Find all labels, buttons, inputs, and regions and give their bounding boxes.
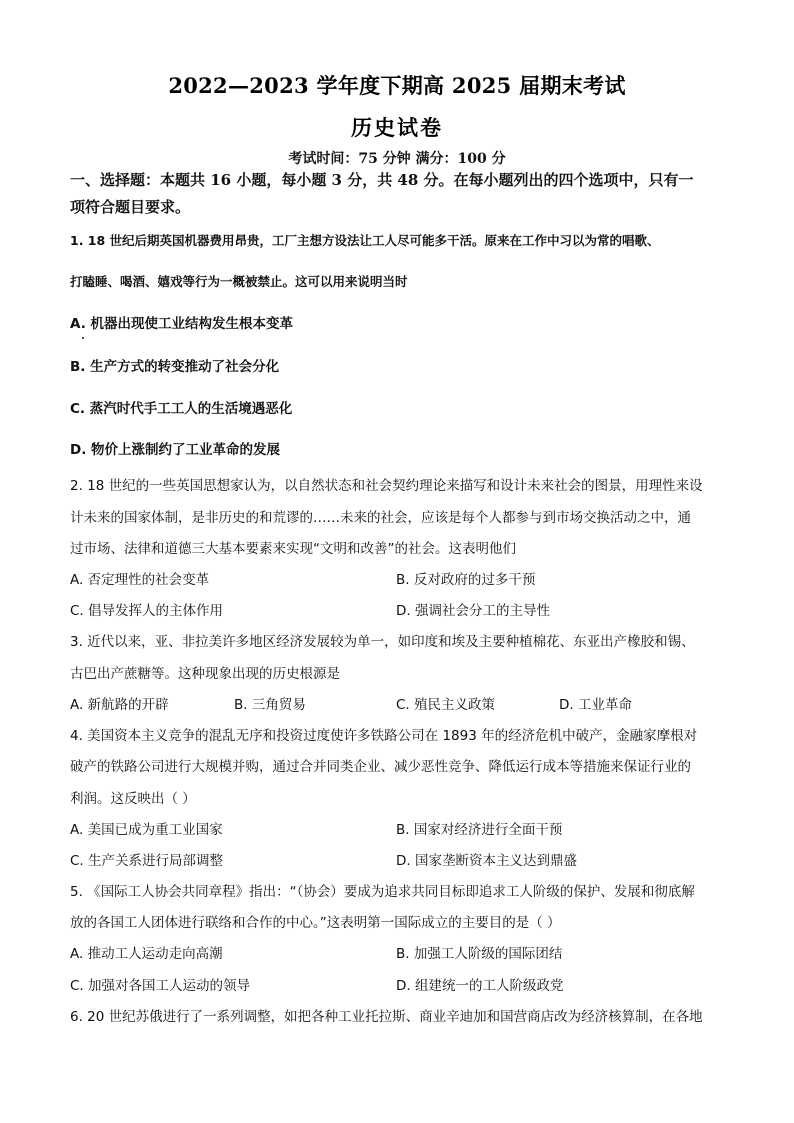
question-3-option-a[interactable]: A. 新航路的开辟 [70,697,169,713]
question-3-option-c[interactable]: C. 殖民主义政策 [396,697,496,713]
question-4-option-a[interactable]: A. 美国已成为重工业国家 [70,822,223,838]
question-5-option-a[interactable]: A. 推动工人运动走向高潮 [70,946,223,962]
question-4-line-3: 利润。这反映出（ ） [70,791,196,807]
question-2-line-2: 计未来的国家体制，是非历史的和荒谬的……未来的社会，应该是每个人都参与到市场交换活动之中，通 [70,510,691,526]
question-5-option-b[interactable]: B. 加强工人阶级的国际团结 [396,946,563,962]
exam-title: 2022—2023 学年度下期高 2025 届期末考试 [168,73,626,98]
question-1-line-2: 打瞌睡、喝酒、嬉戏等行为一概被禁止。这可以用来说明当时 [70,274,408,289]
question-3-option-b[interactable]: B. 三角贸易 [234,697,306,713]
question-5-line-1: 5. 《国际工人协会共同章程》指出：“（协会）要成为追求共同目标即追求工人阶级的保护、发展和彻底解 [70,884,695,900]
section-heading-line-1: 一、选择题：本题共 16 小题，每小题 3 分，共 48 分。在每小题列出的四个选项中，只有一 [70,171,694,189]
question-4-option-c[interactable]: C. 生产关系进行局部调整 [70,853,224,869]
question-2-option-b[interactable]: B. 反对政府的过多干预 [396,572,536,588]
question-5-line-2: 放的各国工人团体进行联络和合作的中心。”这表明第一国际成立的主要目的是（ ） [70,915,561,931]
question-4-option-b[interactable]: B. 国家对经济进行全面干预 [396,822,563,838]
question-2-line-1: 2. 18 世纪的一些英国思想家认为，以自然状态和社会契约理论来描写和设计未来社会的图景，用理性来设 [70,478,703,494]
question-1-option-c[interactable]: C. 蒸汽时代手工工人的生活境遇恶化 [70,401,293,417]
question-6-line-1: 6. 20 世纪苏俄进行了一系列调整，如把各种工业托拉斯、商业辛迪加和国营商店改为经济核算制，在各地 [70,1009,703,1025]
section-heading [70,167,730,221]
question-2-option-c[interactable]: C. 倡导发挥人的主体作用 [70,603,224,619]
question-1-line-1: 1. 18 世纪后期英国机器费用昂贵，工厂主想方设法让工人尽可能多干活。原来在工作中习以为常的唱歌、 [70,233,660,248]
question-3-option-d[interactable]: D. 工业革命 [559,697,632,713]
question-2-option-a[interactable]: A. 否定理性的社会变革 [70,572,210,588]
section-heading-line-2: 项符合题目要求。 [70,198,191,216]
question-2-line-3: 过市场、法律和道德三大基本要素来实现“文明和改善”的社会。这表明他们 [70,541,516,557]
question-2-option-d[interactable]: D. 强调社会分工的主导性 [396,603,550,619]
question-4-option-d[interactable]: D. 国家垄断资本主义达到鼎盛 [396,853,577,869]
question-1-option-a[interactable]: A. 机器出现使工业结构发生根本变革 [70,316,294,332]
question-4-line-1: 4. 美国资本主义竞争的混乱无序和投资过度使许多铁路公司在 1893 年的经济危机中破产，金融家摩根对 [70,728,698,744]
question-3-line-2: 古巴出产蔗糖等。这种现象出现的历史根源是 [70,666,340,682]
question-1-option-d[interactable]: D. 物价上涨制约了工业革命的发展 [70,442,281,458]
exam-meta: 考试时间：75 分钟 满分：100 分 [288,151,506,167]
question-1-option-b[interactable]: B. 生产方式的转变推动了社会分化 [70,359,280,375]
question-5-option-c[interactable]: C. 加强对各国工人运动的领导 [70,978,251,994]
question-5-option-d[interactable]: D. 组建统一的工人阶级政党 [396,978,564,994]
exam-subtitle: 历史试卷 [351,115,443,140]
question-4-line-2: 破产的铁路公司进行大规模并购，通过合并同类企业、减少恶性竞争、降低运行成本等措施来保证行业的 [70,759,691,775]
stray-mark [82,337,84,339]
question-3-line-1: 3. 近代以来，亚、非拉美许多地区经济发展较为单一，如印度和埃及主要种植棉花、东亚出产橡胶和锡、 [70,634,695,650]
